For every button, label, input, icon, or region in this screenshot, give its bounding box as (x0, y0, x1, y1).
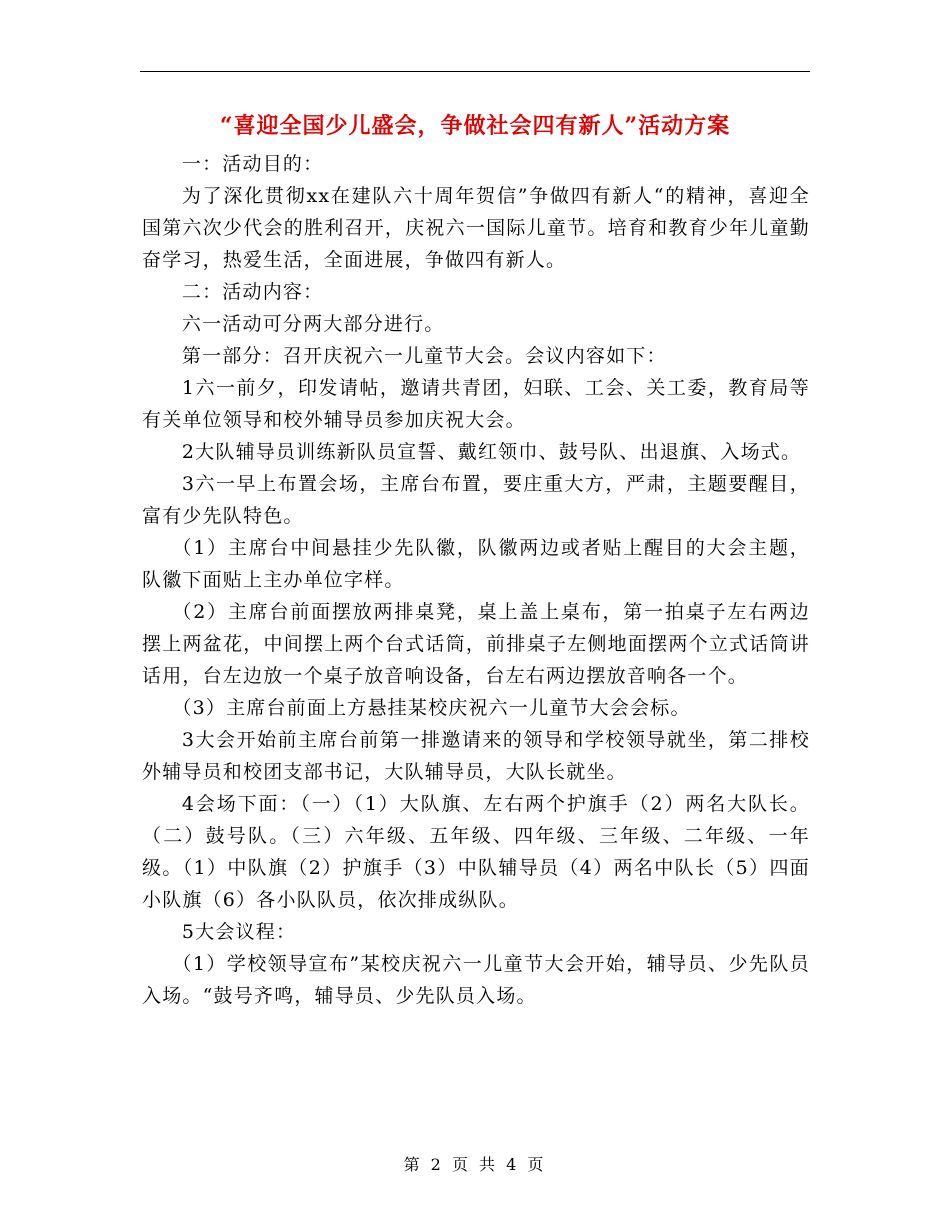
paragraph: （1）学校领导宣布”某校庆祝六一儿童节大会开始，辅导员、少先队员入场。“鼓号齐鸣，辅导员、少先队员入场。 (142, 953, 810, 1007)
paragraph: 二：活动内容： (181, 281, 324, 303)
paragraph: （2）主席台前面摆放两排桌凳，桌上盖上桌布，第一拍桌子左右两边摆上两盆花，中间摆上两个台式话筒，前排桌子左侧地面摆两个立式话筒讲话用，台左边放一个桌子放音响设备，台左右两边摆放音响各一个。 (142, 601, 810, 687)
page-footer: 第 2 页 共 4 页 (403, 1155, 547, 1174)
paragraph: 4会场下面：（一）（1）大队旗、左右两个护旗手（2）两名大队长。（二）鼓号队。（三）六年级、五年级、四年级、三年级、二年级、一年级。（1）中队旗（2）护旗手（3）中队辅导员（4）两名中队长（5）四面小队旗（6）各小队队员，依次排成纵队。 (142, 793, 810, 911)
paragraph: 3六一早上布置会场，主席台布置，要庄重大方，严肃，主题要醒目，富有少先队特色。 (142, 473, 810, 527)
paragraph: 3大会开始前主席台前第一排邀请来的领导和学校领导就坐，第二排校外辅导员和校团支部书记，大队辅导员，大队长就坐。 (142, 729, 810, 783)
paragraph: 第一部分：召开庆祝六一儿童节大会。会议内容如下： (181, 345, 667, 367)
paragraph: 六一活动可分两大部分进行。 (181, 313, 445, 335)
paragraph: 1六一前夕，印发请帖，邀请共青团，妇联、工会、关工委，教育局等有关单位领导和校外辅导员参加庆祝大会。 (142, 377, 810, 431)
paragraph: 5大会议程： (181, 921, 297, 943)
paragraph: 2大队辅导员训练新队员宣誓、戴红领巾、鼓号队、出退旗、入场式。 (181, 441, 802, 463)
paragraph: 一：活动目的： (181, 153, 324, 175)
document-body (142, 148, 810, 1012)
header-rule (140, 71, 810, 72)
paragraph: （1）主席台中间悬挂少先队徽，队徽两边或者贴上醒目的大会主题，队徽下面贴上主办单位字样。 (142, 537, 810, 591)
paragraph: （3）主席台前面上方悬挂某校庆祝六一儿童节大会会标。 (172, 697, 691, 719)
paragraph: 为了深化贯彻xx在建队六十周年贺信”争做四有新人“的精神，喜迎全国第六次少代会的胜利召开，庆祝六一国际儿童节。培育和教育少年儿童勤奋学习，热爱生活，全面进展，争做四有新人。 (142, 185, 810, 271)
document-title: “喜迎全国少儿盛会，争做社会四有新人”活动方案 (219, 113, 731, 139)
